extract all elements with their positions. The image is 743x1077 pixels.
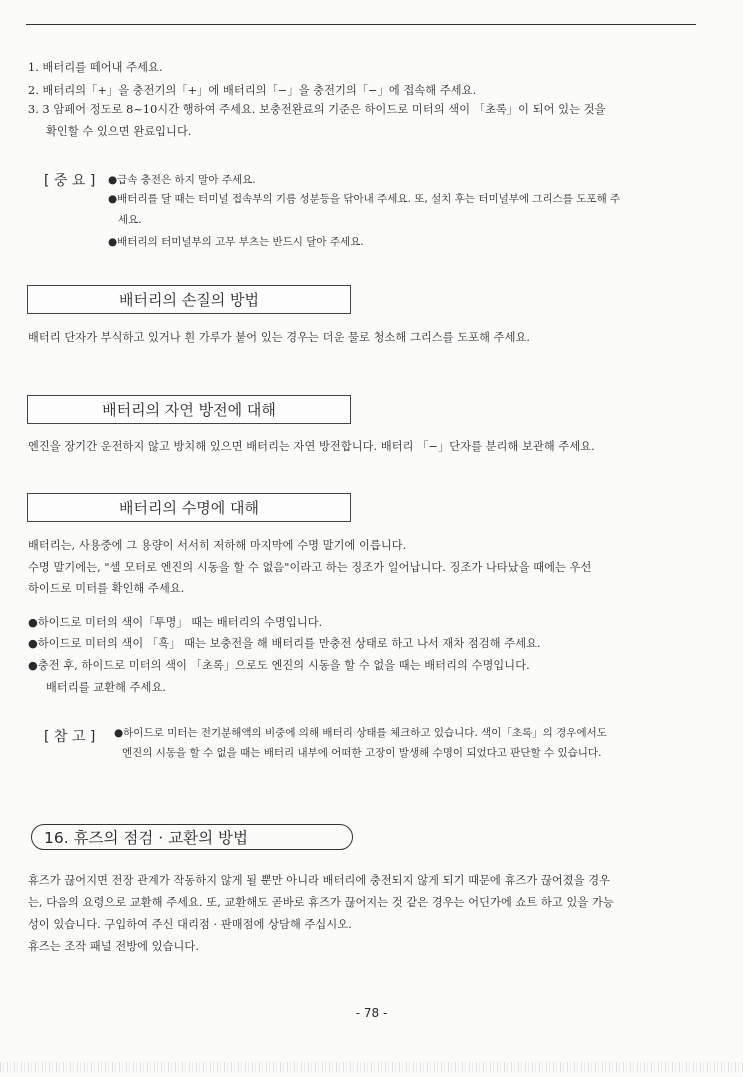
care-text: 배터리 단자가 부식하고 있거나 흰 가루가 붙어 있는 경우는 더운 물로 청소해 그리스를 도포해 주세요.: [28, 331, 531, 344]
reference-line: 엔진의 시동을 할 수 없을 때는 배터리 내부에 어떠한 고장이 발생해 수명이 되었다고 판단할 수 있습니다.: [122, 747, 602, 759]
section-title-life: 배터리의 수명에 대해: [27, 493, 351, 522]
fuse-section-title: 16. 휴즈의 점검 · 교환의 방법: [31, 824, 353, 850]
step-3: 3. 3 암페어 정도로 8~10시간 행하여 주세요. 보충전완료의 기준은 하이드로 미터의 색이 「초록」이 되어 있는 것을: [28, 103, 606, 116]
page-number: - 78 -: [355, 1006, 388, 1020]
fuse-text: 는, 다음의 요령으로 교환해 주세요. 또, 교환해도 곧바로 휴즈가 끊어지는 것 같은 경우는 어딘가에 쇼트 하고 있을 가능: [28, 896, 614, 909]
life-bullet: ●하이드로 미터의 색이「투명」 때는 배터리의 수명입니다.: [28, 616, 323, 629]
reference-line: ●하이드로 미터는 전기분해액의 비중에 의해 배터리 상태를 체크하고 있습니다. 색이「초록」의 경우에서도: [114, 727, 607, 739]
discharge-text: 엔진을 장기간 운전하지 않고 방치해 있으면 배터리는 자연 방전합니다. 배터리 「−」단자를 분리해 보관해 주세요.: [28, 440, 595, 453]
important-tag: [ 중 요 ]: [44, 173, 96, 189]
life-bullet-cont: 배터리를 교환해 주세요.: [46, 681, 167, 694]
fuse-text: 성이 있습니다. 구입하여 주신 대리점 · 판매점에 상담해 주십시오.: [28, 918, 352, 931]
life-paragraph: 하이드로 미터를 확인해 주세요.: [28, 582, 185, 595]
step-3-cont: 확인할 수 있으면 완료입니다.: [46, 125, 192, 138]
important-line: 세요.: [118, 214, 142, 226]
important-line: ●배터리의 터미널부의 고무 부츠는 반드시 달아 주세요.: [108, 236, 364, 248]
life-paragraph: 수명 말기에는, "셀 모터로 엔진의 시동을 할 수 없음"이라고 하는 징조가 일어납니다. 징조가 나타났을 때에는 우선: [28, 561, 592, 574]
section-title-discharge: 배터리의 자연 방전에 대해: [27, 395, 351, 424]
section-title-care: 배터리의 손질의 방법: [27, 285, 351, 314]
step-2: 2. 배터리의「+」을 충전기의「+」에 배터리의「−」을 충전기의「−」에 접속해 주세요.: [28, 84, 477, 97]
scan-artifact: [0, 1062, 743, 1072]
important-line: ●배터리를 달 때는 터미널 접속부의 기름 성분등을 닦아내 주세요. 또, 설치 후는 터미널부에 그리스를 도포해 주: [108, 193, 621, 205]
life-paragraph: 배터리는, 사용중에 그 용량이 서서히 저하해 마지막에 수명 말기에 이릅니다.: [28, 539, 407, 552]
top-rule: [26, 24, 696, 25]
important-line: ●급속 충전은 하지 말아 주세요.: [108, 174, 256, 186]
fuse-text: 휴즈가 끊어지면 전장 관계가 작동하지 않게 될 뿐만 아니라 배터리에 충전되지 않게 되기 때문에 휴즈가 끊어졌을 경우: [28, 874, 611, 887]
fuse-text: 휴즈는 조작 패널 전방에 있습니다.: [28, 940, 199, 953]
life-bullet: ●충전 후, 하이드로 미터의 색이 「초록」으로도 엔진의 시동을 할 수 없을 때는 배터리의 수명입니다.: [28, 659, 530, 672]
step-1: 1. 배터리를 떼어내 주세요.: [28, 61, 163, 74]
reference-tag: [ 참 고 ]: [44, 729, 96, 745]
life-bullet: ●하이드로 미터의 색이 「흑」 때는 보충전을 해 배터리를 만충전 상태로 하고 나서 재차 점검해 주세요.: [28, 637, 541, 650]
